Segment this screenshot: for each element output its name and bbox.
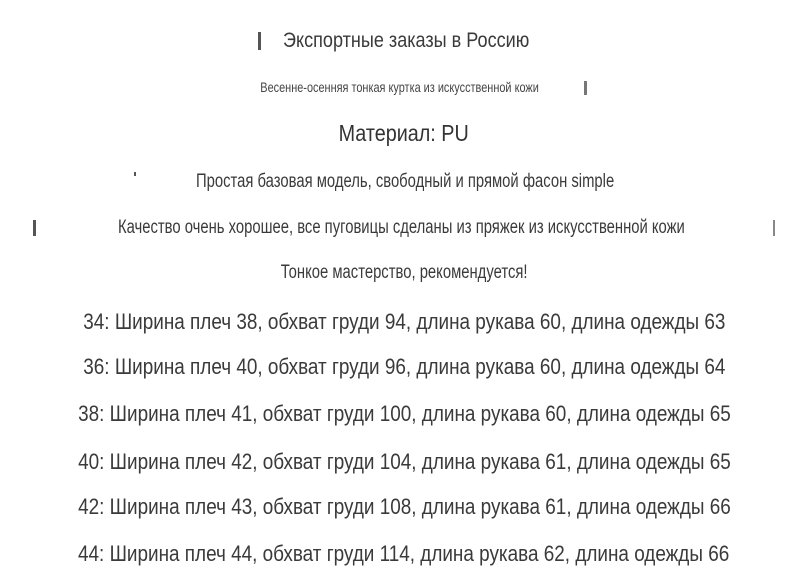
text-artifact-mark (773, 220, 775, 236)
size-row-text: 40: Ширина плеч 42, обхват груди 104, длина рукава 61, длина одежды 65 (77, 449, 731, 474)
size-row (0, 403, 808, 425)
subtitle-line (0, 80, 808, 95)
text-artifact-mark (134, 172, 136, 176)
size-row (0, 356, 808, 378)
size-row (0, 543, 808, 565)
size-row-text: 38: Ширина плеч 41, обхват груди 100, длина рукава 60, длина одежды 65 (77, 401, 731, 426)
material-line (0, 122, 808, 145)
size-row (0, 496, 808, 518)
size-row-text: 34: Ширина плеч 38, обхват груди 94, длина рукава 60, длина одежды 63 (82, 309, 726, 334)
subtitle: Весенне-осенняя тонкая куртка из искусственной кожи (260, 79, 539, 95)
size-row (0, 311, 808, 333)
quality-text: Качество очень хорошее, все пуговицы сделаны из пряжек из искусственной кожи (118, 217, 685, 238)
text-artifact-mark (33, 220, 36, 236)
size-row-text: 44: Ширина плеч 44, обхват груди 114, длина рукава 62, длина одежды 66 (78, 541, 730, 566)
text-artifact-mark (258, 32, 261, 50)
craft-line (0, 263, 808, 282)
craft-text: Тонкое мастерство, рекомендуется! (280, 262, 528, 283)
material: Материал: PU (338, 120, 470, 146)
quality-line (0, 218, 808, 237)
size-row-text: 42: Ширина плеч 43, обхват груди 108, длина рукава 61, длина одежды 66 (77, 494, 731, 519)
size-row-text: 36: Ширина плеч 40, обхват груди 96, длина рукава 60, длина одежды 64 (82, 354, 726, 379)
size-row (0, 451, 808, 473)
title-line (0, 30, 808, 51)
style-text: Простая базовая модель, свободный и прямой фасон simple (196, 171, 615, 192)
title: Экспортные заказы в Россию (283, 29, 530, 52)
text-artifact-mark (584, 81, 587, 95)
style-line (0, 172, 808, 191)
